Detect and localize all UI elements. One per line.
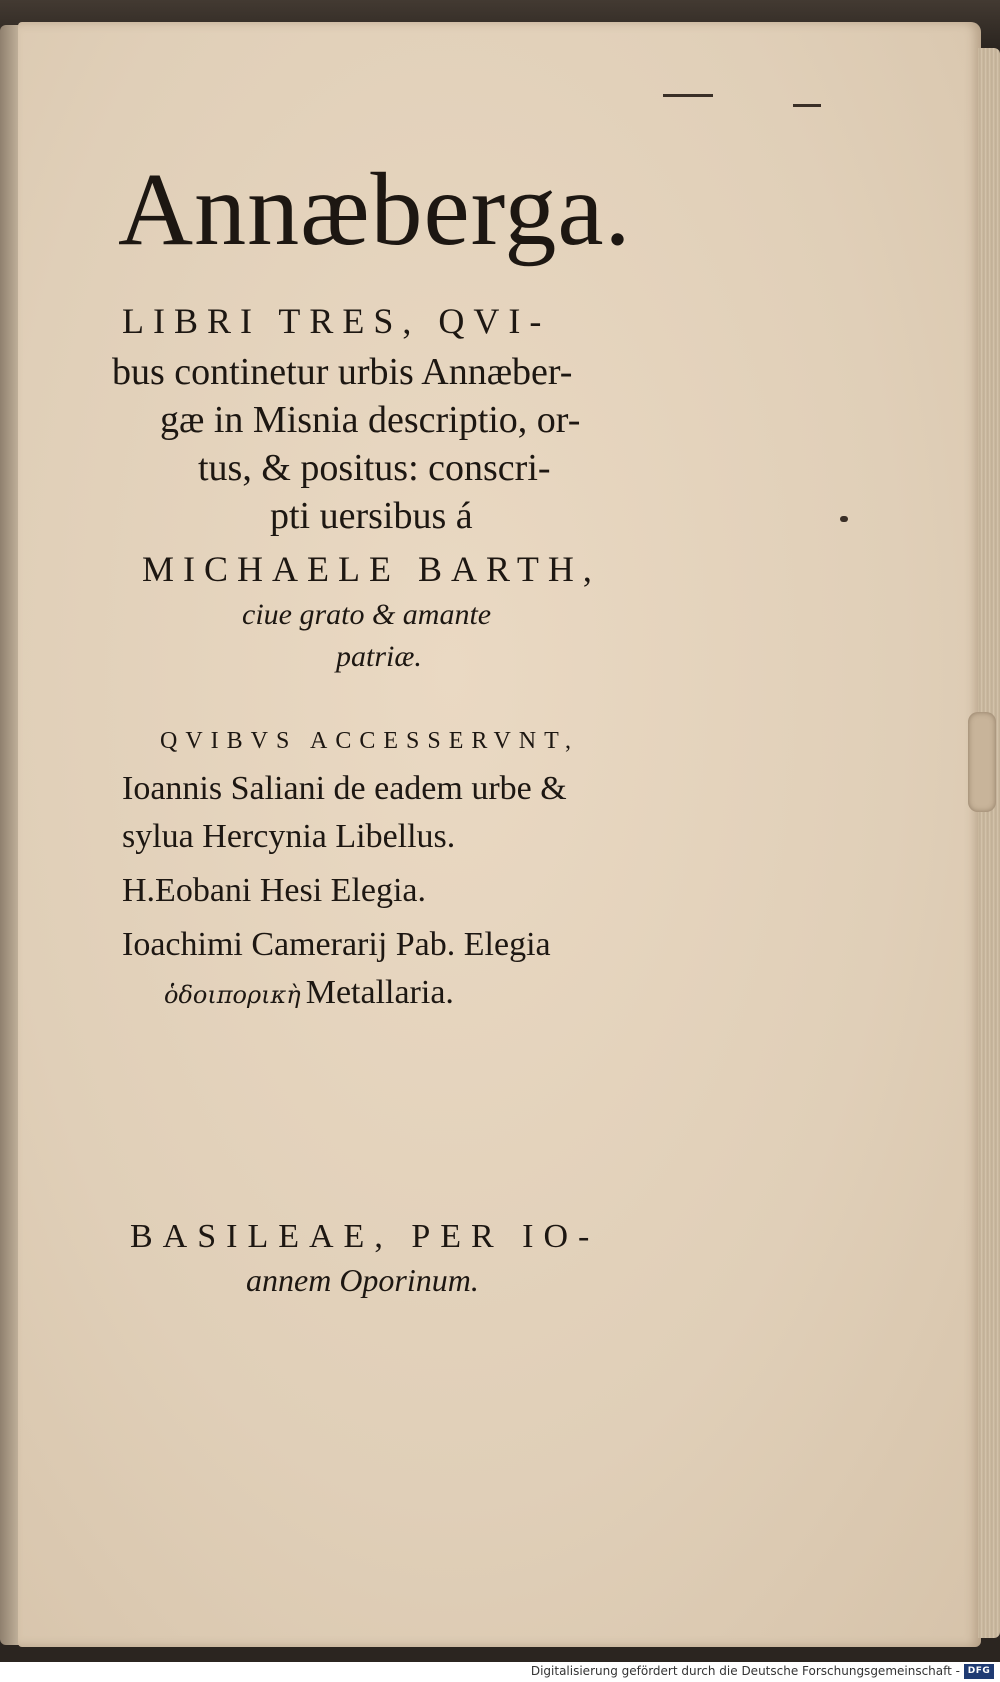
addition-line-1: Ioannis Saliani de eadem urbe & xyxy=(122,770,567,807)
author-description-2: patriæ. xyxy=(336,640,422,673)
subtitle-line-5: pti uersibus á xyxy=(270,495,473,537)
fore-edge xyxy=(978,48,1000,1638)
addition-line-3: H.Eobani Hesi Elegia. xyxy=(122,872,427,909)
metallaria-word: Metallaria. xyxy=(305,974,454,1011)
author-description-1: ciue grato & amante xyxy=(242,598,492,631)
addition-line-2: sylua Hercynia Libellus. xyxy=(122,818,456,855)
dfg-logo: DFG xyxy=(964,1664,994,1679)
book-title: Annæberga. xyxy=(118,152,632,267)
page-tab xyxy=(968,712,996,812)
subtitle-line-2: bus continetur urbis Annæber- xyxy=(112,351,573,393)
author-name: MICHAELE BARTH, xyxy=(142,549,601,589)
additions-heading: QVIBVS ACCESSERVNT, xyxy=(160,728,580,754)
subtitle-line-4: tus, & positus: conscri- xyxy=(198,447,551,489)
addition-line-5 xyxy=(164,974,454,1012)
ink-mark xyxy=(793,104,821,107)
imprint-line-2: annem Oporinum. xyxy=(246,1262,479,1298)
ink-mark xyxy=(840,516,848,522)
footer-bar xyxy=(0,1662,1000,1682)
subtitle-line-3: gæ in Misnia descriptio, or- xyxy=(160,399,581,441)
addition-line-4: Ioachimi Camerarij Pab. Elegia xyxy=(122,926,551,963)
funding-credit: Digitalisierung gefördert durch die Deutsche Forschungsgemeinschaft - xyxy=(530,1664,960,1678)
ink-mark xyxy=(663,94,713,97)
imprint-line-1: BASILEAE, PER IO- xyxy=(130,1218,600,1255)
greek-word: ὁδοιπορικὴ xyxy=(164,981,301,1009)
subtitle-line-1: LIBRI TRES, QVI- xyxy=(122,301,551,341)
